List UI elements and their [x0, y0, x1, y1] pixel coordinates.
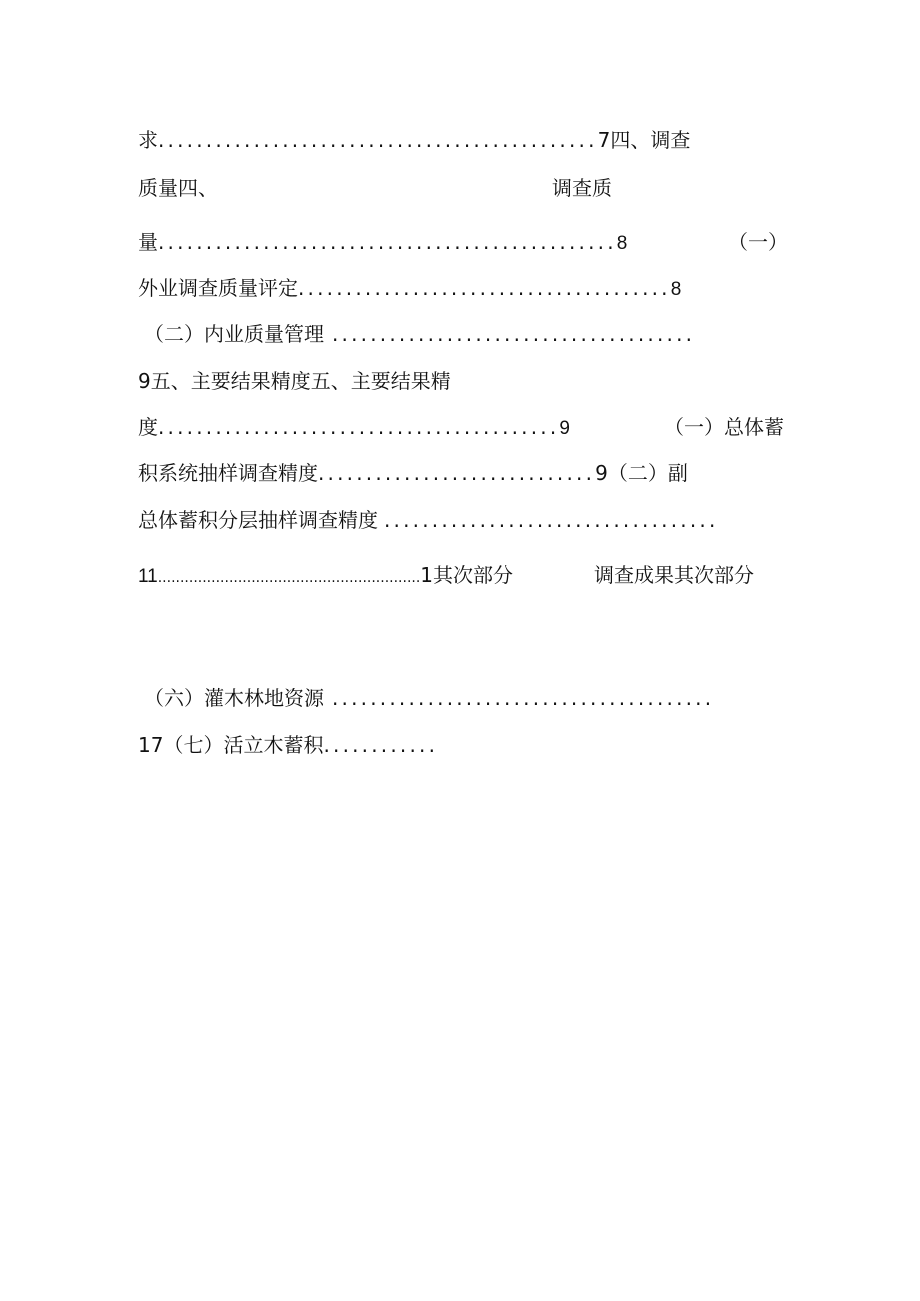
toc-line-1-leader: .............................................. — [158, 128, 598, 152]
toc-line-7-leader: .......................................... — [158, 415, 560, 439]
toc-line-9-text: 总体蓄积分层抽样调查精度 — [138, 508, 378, 532]
toc-line-1 — [138, 128, 690, 152]
toc-line-1-text: 求 — [138, 128, 158, 152]
toc-line-12 — [138, 733, 438, 757]
toc-line-7-page: 9 — [559, 418, 570, 439]
toc-line-8-text: 积系统抽样调查精度 — [138, 461, 318, 485]
toc-line-4-page: 8 — [670, 279, 682, 300]
toc-line-6 — [138, 369, 451, 393]
toc-line-10-right — [594, 563, 754, 587]
toc-line-1-page: 7四、调查 — [597, 128, 691, 152]
toc-line-7-section: （一）总体蓄 — [664, 415, 784, 439]
toc-line-11-leader: ........................................ — [332, 686, 715, 710]
toc-line-2-text-right: 调查质 — [552, 176, 612, 200]
toc-line-9 — [138, 508, 719, 532]
toc-line-9-leader: ................................... — [384, 508, 719, 532]
toc-line-3-leader: ................................................ — [158, 230, 617, 254]
toc-line-7-right — [664, 415, 784, 439]
toc-line-8-page: 9（二）副 — [595, 461, 688, 485]
toc-line-10-leader: ........................................................... — [157, 570, 421, 586]
toc-line-3 — [138, 230, 627, 256]
toc-line-7 — [138, 415, 570, 441]
toc-line-4 — [138, 276, 681, 302]
toc-line-4-leader: ....................................... — [298, 276, 671, 300]
toc-line-7-text: 度 — [138, 415, 158, 439]
toc-line-4-text: 外业调查质量评定 — [138, 276, 298, 300]
toc-line-6-text: 9五、主要结果精度五、主要结果精 — [138, 369, 451, 393]
toc-line-3-text: 量 — [138, 230, 158, 254]
toc-line-2-text: 质量四、 — [138, 176, 218, 200]
toc-line-3-page: 8 — [616, 233, 628, 254]
toc-line-5 — [144, 322, 695, 346]
toc-line-3-section: （一） — [728, 230, 788, 254]
toc-line-2-right — [552, 176, 612, 200]
toc-line-3-right — [728, 230, 788, 254]
toc-line-8 — [138, 461, 688, 485]
toc-line-2-left — [138, 176, 218, 200]
toc-line-11 — [144, 686, 714, 710]
toc-line-10-text: 1其次部分 — [420, 563, 514, 587]
toc-line-10 — [138, 563, 513, 590]
toc-line-5-leader: ...................................... — [332, 322, 696, 346]
toc-line-8-leader: ............................. — [318, 461, 596, 485]
toc-line-12-text: 17（七）活立木蓄积 — [138, 733, 324, 757]
toc-line-12-leader: ............ — [323, 733, 439, 757]
toc-line-10-section: 调查成果其次部分 — [594, 563, 754, 587]
toc-line-5-text: （二）内业质量管理 — [144, 322, 324, 346]
toc-line-10-page: 11 — [138, 566, 158, 587]
toc-line-11-text: （六）灌木林地资源 — [144, 686, 324, 710]
